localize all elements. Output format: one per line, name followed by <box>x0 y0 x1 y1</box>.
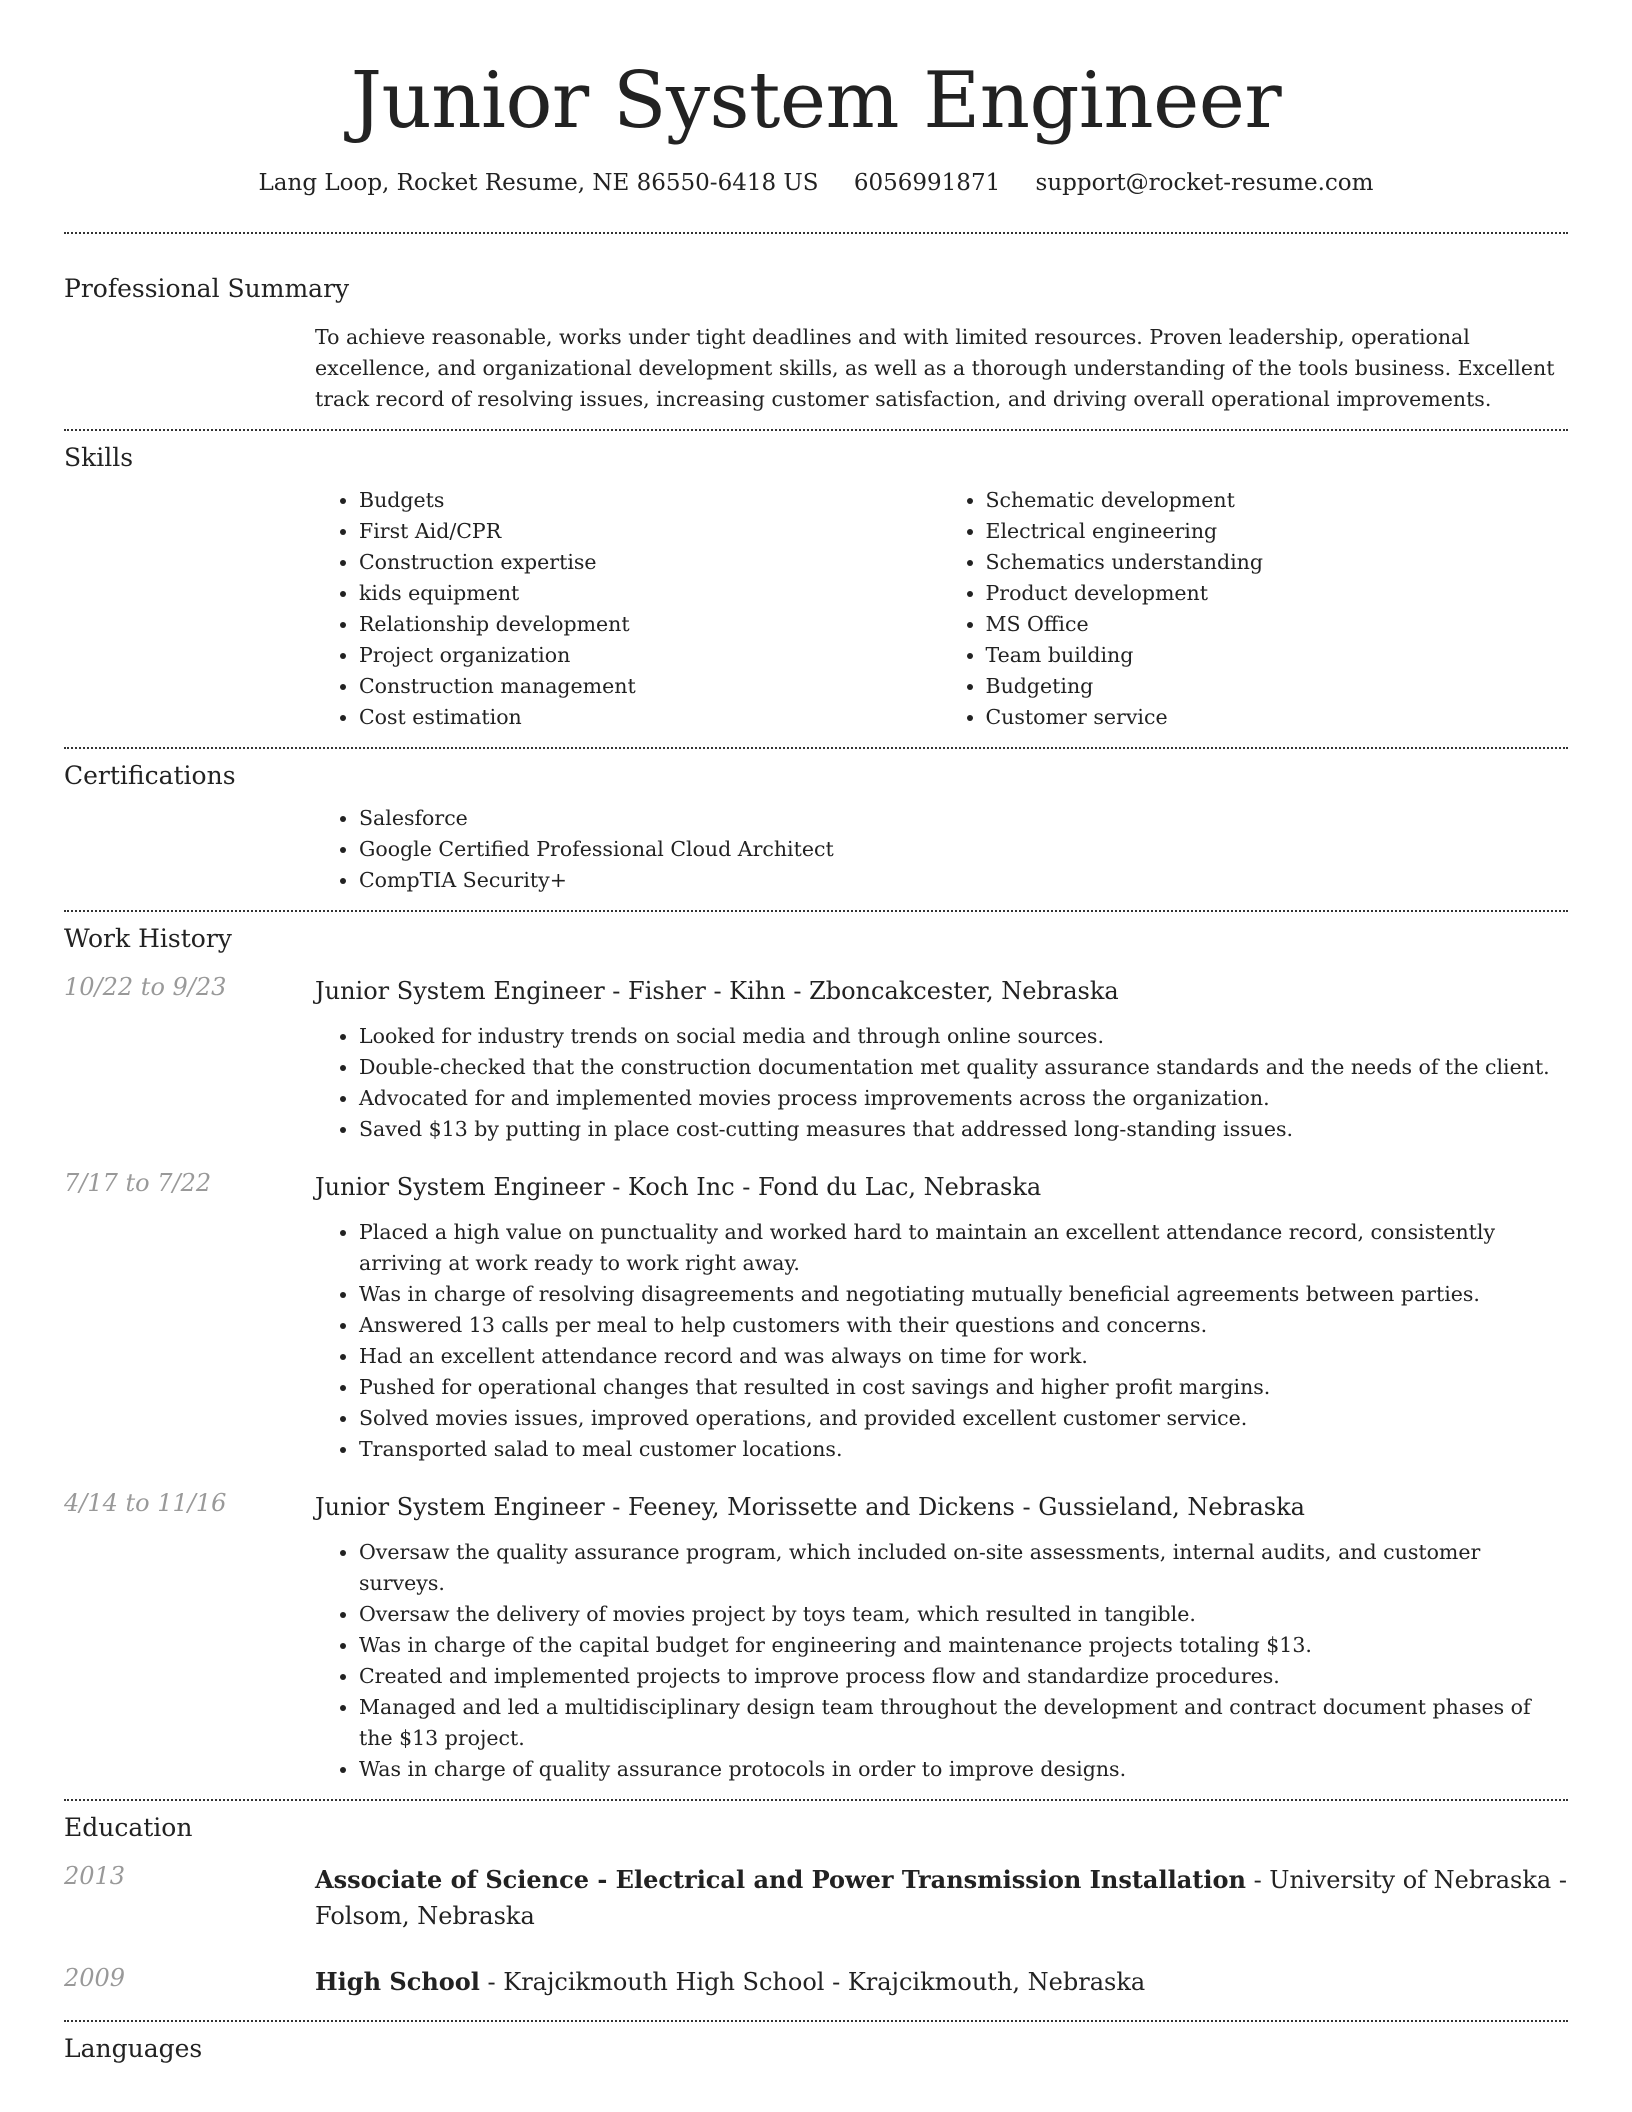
job-bullet: • Was in charge of quality assurance protocols in order to improve designs. <box>359 1754 1568 1785</box>
job-bullet: • Saved $13 by putting in place cost-cutting measures that addressed long-standing issues. <box>359 1114 1568 1145</box>
education-title <box>315 1862 1568 1934</box>
skill-item: • kids equipment <box>359 578 942 609</box>
skill-item: • Electrical engineering <box>986 516 1569 547</box>
job-bullet: • Transported salad to meal customer locations. <box>359 1434 1568 1465</box>
job-bullets <box>315 1537 1568 1785</box>
job-bullet: • Was in charge of resolving disagreements and negotiating mutually beneficial agreements between parties. <box>359 1279 1568 1310</box>
job-dates: 7/17 to 7/22 <box>64 1169 212 1197</box>
certifications-heading: Certifications <box>64 761 236 790</box>
education-section <box>64 1813 1568 2000</box>
certification-item: • Salesforce <box>359 803 1568 834</box>
job-dates: 10/22 to 9/23 <box>64 973 227 1001</box>
job-bullet: • Had an excellent attendance record and was always on time for work. <box>359 1341 1568 1372</box>
languages-heading: Languages <box>64 2034 203 2063</box>
job-dates: 4/14 to 11/16 <box>64 1489 227 1517</box>
job-bullet: • Solved movies issues, improved operations, and provided excellent customer service. <box>359 1403 1568 1434</box>
job-bullet: • Pushed for operational changes that resulted in cost savings and higher profit margins. <box>359 1372 1568 1403</box>
skill-item: • Product development <box>986 578 1569 609</box>
job-title <box>315 973 1568 1009</box>
skill-item: • Schematics understanding <box>986 547 1569 578</box>
skill-item: • First Aid/CPR <box>359 516 942 547</box>
work-history-heading: Work History <box>64 924 232 953</box>
certification-item: • Google Certified Professional Cloud Architect <box>359 834 1568 865</box>
section-divider <box>64 747 1568 749</box>
skill-item: • Project organization <box>359 640 942 671</box>
education-heading: Education <box>64 1813 193 1842</box>
job-body <box>315 1489 1568 1785</box>
education-degree: Associate of Science - Electrical and Power Transmission Installation <box>315 1865 1246 1894</box>
job-bullets <box>315 1217 1568 1465</box>
job-entry <box>64 1489 1568 1785</box>
job-bullet: • Looked for industry trends on social media and through online sources. <box>359 1021 1568 1052</box>
resume-name: Junior System Engineer <box>350 56 1282 146</box>
summary-section <box>64 274 1568 415</box>
skill-item: • Relationship development <box>359 609 942 640</box>
certifications-body <box>315 803 1568 896</box>
resume-page <box>64 0 1568 2063</box>
job-title <box>315 1489 1568 1525</box>
summary-text: To achieve reasonable, works under tight deadlines and with limited resources. Proven leadership, operational excellence, and organizational development skills, as well as a thorough understanding of the tools business. Excellent track record of resolving issues, increasing customer satisfaction, and driving overall operational improvements. <box>315 325 1555 411</box>
summary-heading: Professional Summary <box>64 274 350 303</box>
education-details: - University of Nebraska - Folsom, Nebraska <box>315 1866 1567 1930</box>
certifications-section <box>64 761 1568 896</box>
contact-line <box>64 170 1568 196</box>
job-details: - Koch Inc - Fond du Lac, Nebraska <box>604 1173 1042 1201</box>
education-year: 2009 <box>64 1964 126 1992</box>
job-entry <box>64 1169 1568 1465</box>
section-divider <box>64 429 1568 431</box>
section-divider <box>64 232 1568 234</box>
job-role: Junior System Engineer <box>315 977 605 1005</box>
job-bullet: • Placed a high value on punctuality and worked hard to maintain an excellent attendance record, consistently arriving at work ready to work right away. <box>359 1217 1568 1279</box>
contact-address: Lang Loop, Rocket Resume, NE 86550-6418 US <box>258 170 819 196</box>
education-entry <box>64 1862 1568 1934</box>
education-year: 2013 <box>64 1862 126 1890</box>
section-divider <box>64 2020 1568 2022</box>
job-bullet: • Oversaw the delivery of movies project by toys team, which resulted in tangible. <box>359 1599 1568 1630</box>
skill-item: • MS Office <box>986 609 1569 640</box>
skills-section <box>64 443 1568 733</box>
job-bullet: • Created and implemented projects to improve process flow and standardize procedures. <box>359 1661 1568 1692</box>
job-bullet: • Answered 13 calls per meal to help customers with their questions and concerns. <box>359 1310 1568 1341</box>
section-divider <box>64 1799 1568 1801</box>
certification-item: • CompTIA Security+ <box>359 865 1568 896</box>
job-bullet: • Oversaw the quality assurance program, which included on-site assessments, internal audits, and customer surveys. <box>359 1537 1568 1599</box>
job-bullets <box>315 1021 1568 1145</box>
education-degree: High School <box>315 1967 480 1996</box>
job-bullet: • Double-checked that the construction documentation met quality assurance standards and the needs of the client. <box>359 1052 1568 1083</box>
skill-item: • Budgets <box>359 485 942 516</box>
section-divider <box>64 910 1568 912</box>
certifications-list <box>315 803 1568 896</box>
job-details: - Feeney, Morissette and Dickens - Gussieland, Nebraska <box>604 1493 1305 1521</box>
skills-heading: Skills <box>64 443 134 472</box>
skill-item: • Schematic development <box>986 485 1569 516</box>
education-entry <box>64 1964 1568 2000</box>
job-role: Junior System Engineer <box>315 1493 605 1521</box>
job-bullet: • Was in charge of the capital budget for engineering and maintenance projects totaling $13. <box>359 1630 1568 1661</box>
job-bullet: • Managed and led a multidisciplinary design team throughout the development and contract document phases of the $13 project. <box>359 1692 1568 1754</box>
job-bullet: • Advocated for and implemented movies process improvements across the organization. <box>359 1083 1568 1114</box>
skill-item: • Team building <box>986 640 1569 671</box>
job-entry <box>64 973 1568 1145</box>
contact-phone: 6056991871 <box>853 170 1001 196</box>
skill-item: • Budgeting <box>986 671 1569 702</box>
languages-section <box>64 2034 1568 2063</box>
work-history-section <box>64 924 1568 1785</box>
education-title <box>315 1964 1568 2000</box>
education-details: - Krajcikmouth High School - Krajcikmouth, Nebraska <box>479 1968 1146 1996</box>
skill-item: • Construction expertise <box>359 547 942 578</box>
job-title <box>315 1169 1568 1205</box>
job-body <box>315 973 1568 1145</box>
skills-columns <box>315 485 1568 733</box>
contact-email: support@rocket-resume.com <box>1035 170 1374 196</box>
job-details: - Fisher - Kihn - Zboncakcester, Nebraska <box>604 977 1119 1005</box>
job-body <box>315 1169 1568 1465</box>
skills-list-right <box>942 485 1569 733</box>
job-role: Junior System Engineer <box>315 1173 605 1201</box>
skill-item: • Customer service <box>986 702 1569 733</box>
skills-list-left <box>315 485 942 733</box>
skill-item: • Construction management <box>359 671 942 702</box>
skill-item: • Cost estimation <box>359 702 942 733</box>
